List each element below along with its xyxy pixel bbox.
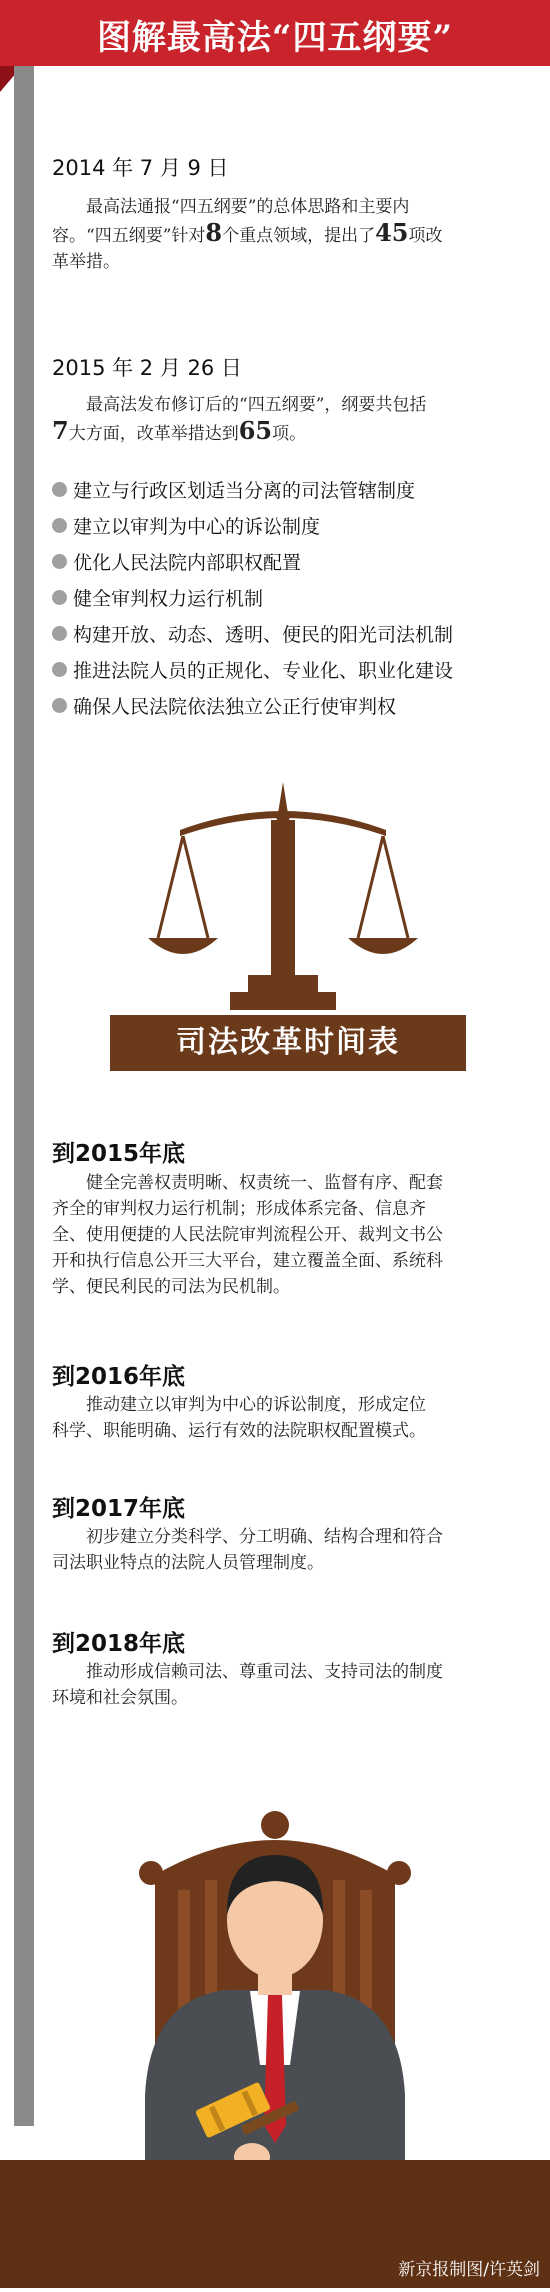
paragraph-line: 齐全的审判权力运行机制；形成体系完备、信息齐 (52, 1199, 426, 1219)
bullet-icon (52, 662, 67, 677)
paragraph-line (52, 418, 532, 447)
paragraph-line: 开和执行信息公开三大平台，建立覆盖全面、系统科 (52, 1251, 443, 1271)
list-item (52, 582, 263, 612)
list-item-label: 优化人民法院内部职权配置 (73, 551, 302, 574)
bullet-icon (52, 698, 67, 713)
list-item (52, 474, 415, 504)
timeline-heading: 到2018年底 (52, 1631, 186, 1657)
paragraph-line: 初步建立分类科学、分工明确、结构合理和符合 (86, 1527, 443, 1547)
list-item (52, 510, 320, 540)
text-run: 项。 (272, 424, 307, 444)
header-banner (0, 0, 550, 66)
list-item-label: 建立与行政区划适当分离的司法管辖制度 (73, 479, 416, 502)
bullet-icon (52, 518, 67, 533)
paragraph-line: 最高法发布修订后的“四五纲要”，纲要共包括 (86, 395, 427, 415)
page-title: 图解最高法“四五纲要” (96, 18, 454, 58)
paragraph-line: 全、使用便捷的人民法院审判流程公开、裁判文书公 (52, 1225, 443, 1245)
bullet-icon (52, 626, 67, 641)
list-item (52, 690, 396, 720)
date-2014: 2014 年 7 月 9 日 (52, 156, 229, 180)
list-item-label: 健全审判权力运行机制 (73, 587, 264, 610)
paragraph-line: 学、便民利民的司法为民机制。 (52, 1277, 290, 1297)
bullet-icon (52, 554, 67, 569)
text-run: 大方面，改革举措达到 (68, 424, 239, 444)
paragraph-line: 环境和社会氛围。 (52, 1688, 188, 1708)
paragraph-2014 (52, 194, 532, 275)
paragraph-line: 司法职业特点的法院人员管理制度。 (52, 1553, 324, 1573)
paragraph-line (52, 220, 532, 249)
credit-caption: 新京报制图/许英剑 (398, 2260, 540, 2280)
highlight-number: 7 (52, 416, 69, 445)
list-item-label: 推进法院人员的正规化、专业化、职业化建设 (73, 659, 454, 682)
timeline-paragraph (52, 1170, 532, 1300)
paragraph-2015 (52, 392, 532, 447)
judge-icon (0, 1795, 550, 2288)
paragraph-line: 推动建立以审判为中心的诉讼制度，形成定位 (86, 1395, 426, 1415)
judge-illustration (0, 1795, 550, 2288)
timeline-title: 司法改革时间表 (110, 1015, 466, 1071)
highlight-number: 45 (375, 218, 409, 247)
paragraph-line: 科学、职能明确、运行有效的法院职权配置模式。 (52, 1421, 426, 1441)
date-2015: 2015 年 2 月 26 日 (52, 356, 242, 380)
timeline-heading: 到2015年底 (52, 1141, 186, 1167)
list-item (52, 546, 301, 576)
highlight-number: 65 (238, 416, 273, 445)
timeline-heading: 到2017年底 (52, 1496, 186, 1522)
list-item (52, 618, 453, 648)
paragraph-line: 健全完善权责明晰、权责统一、监督有序、配套 (86, 1173, 443, 1193)
list-item-label: 确保人民法院依法独立公正行使审判权 (73, 695, 397, 718)
text-run: 项改 (408, 226, 443, 246)
timeline-paragraph (52, 1524, 532, 1576)
bullet-icon (52, 590, 67, 605)
paragraph-line: 最高法通报“四五纲要”的总体思路和主要内 (86, 197, 410, 217)
list-item (52, 654, 453, 684)
bullet-icon (52, 482, 67, 497)
paragraph-line: 革举措。 (52, 252, 120, 272)
list-item-label: 建立以审判为中心的诉讼制度 (73, 515, 321, 538)
list-item-label: 构建开放、动态、透明、便民的阳光司法机制 (73, 623, 454, 646)
timeline-paragraph (52, 1659, 532, 1711)
paragraph-line: 推动形成信赖司法、尊重司法、支持司法的制度 (86, 1662, 443, 1682)
timeline-paragraph (52, 1392, 532, 1444)
text-run: 个重点领域，提出了 (222, 226, 376, 246)
timeline-heading: 到2016年底 (52, 1364, 186, 1390)
highlight-number: 8 (205, 218, 223, 247)
text-run: 容。“四五纲要”针对 (52, 226, 206, 246)
